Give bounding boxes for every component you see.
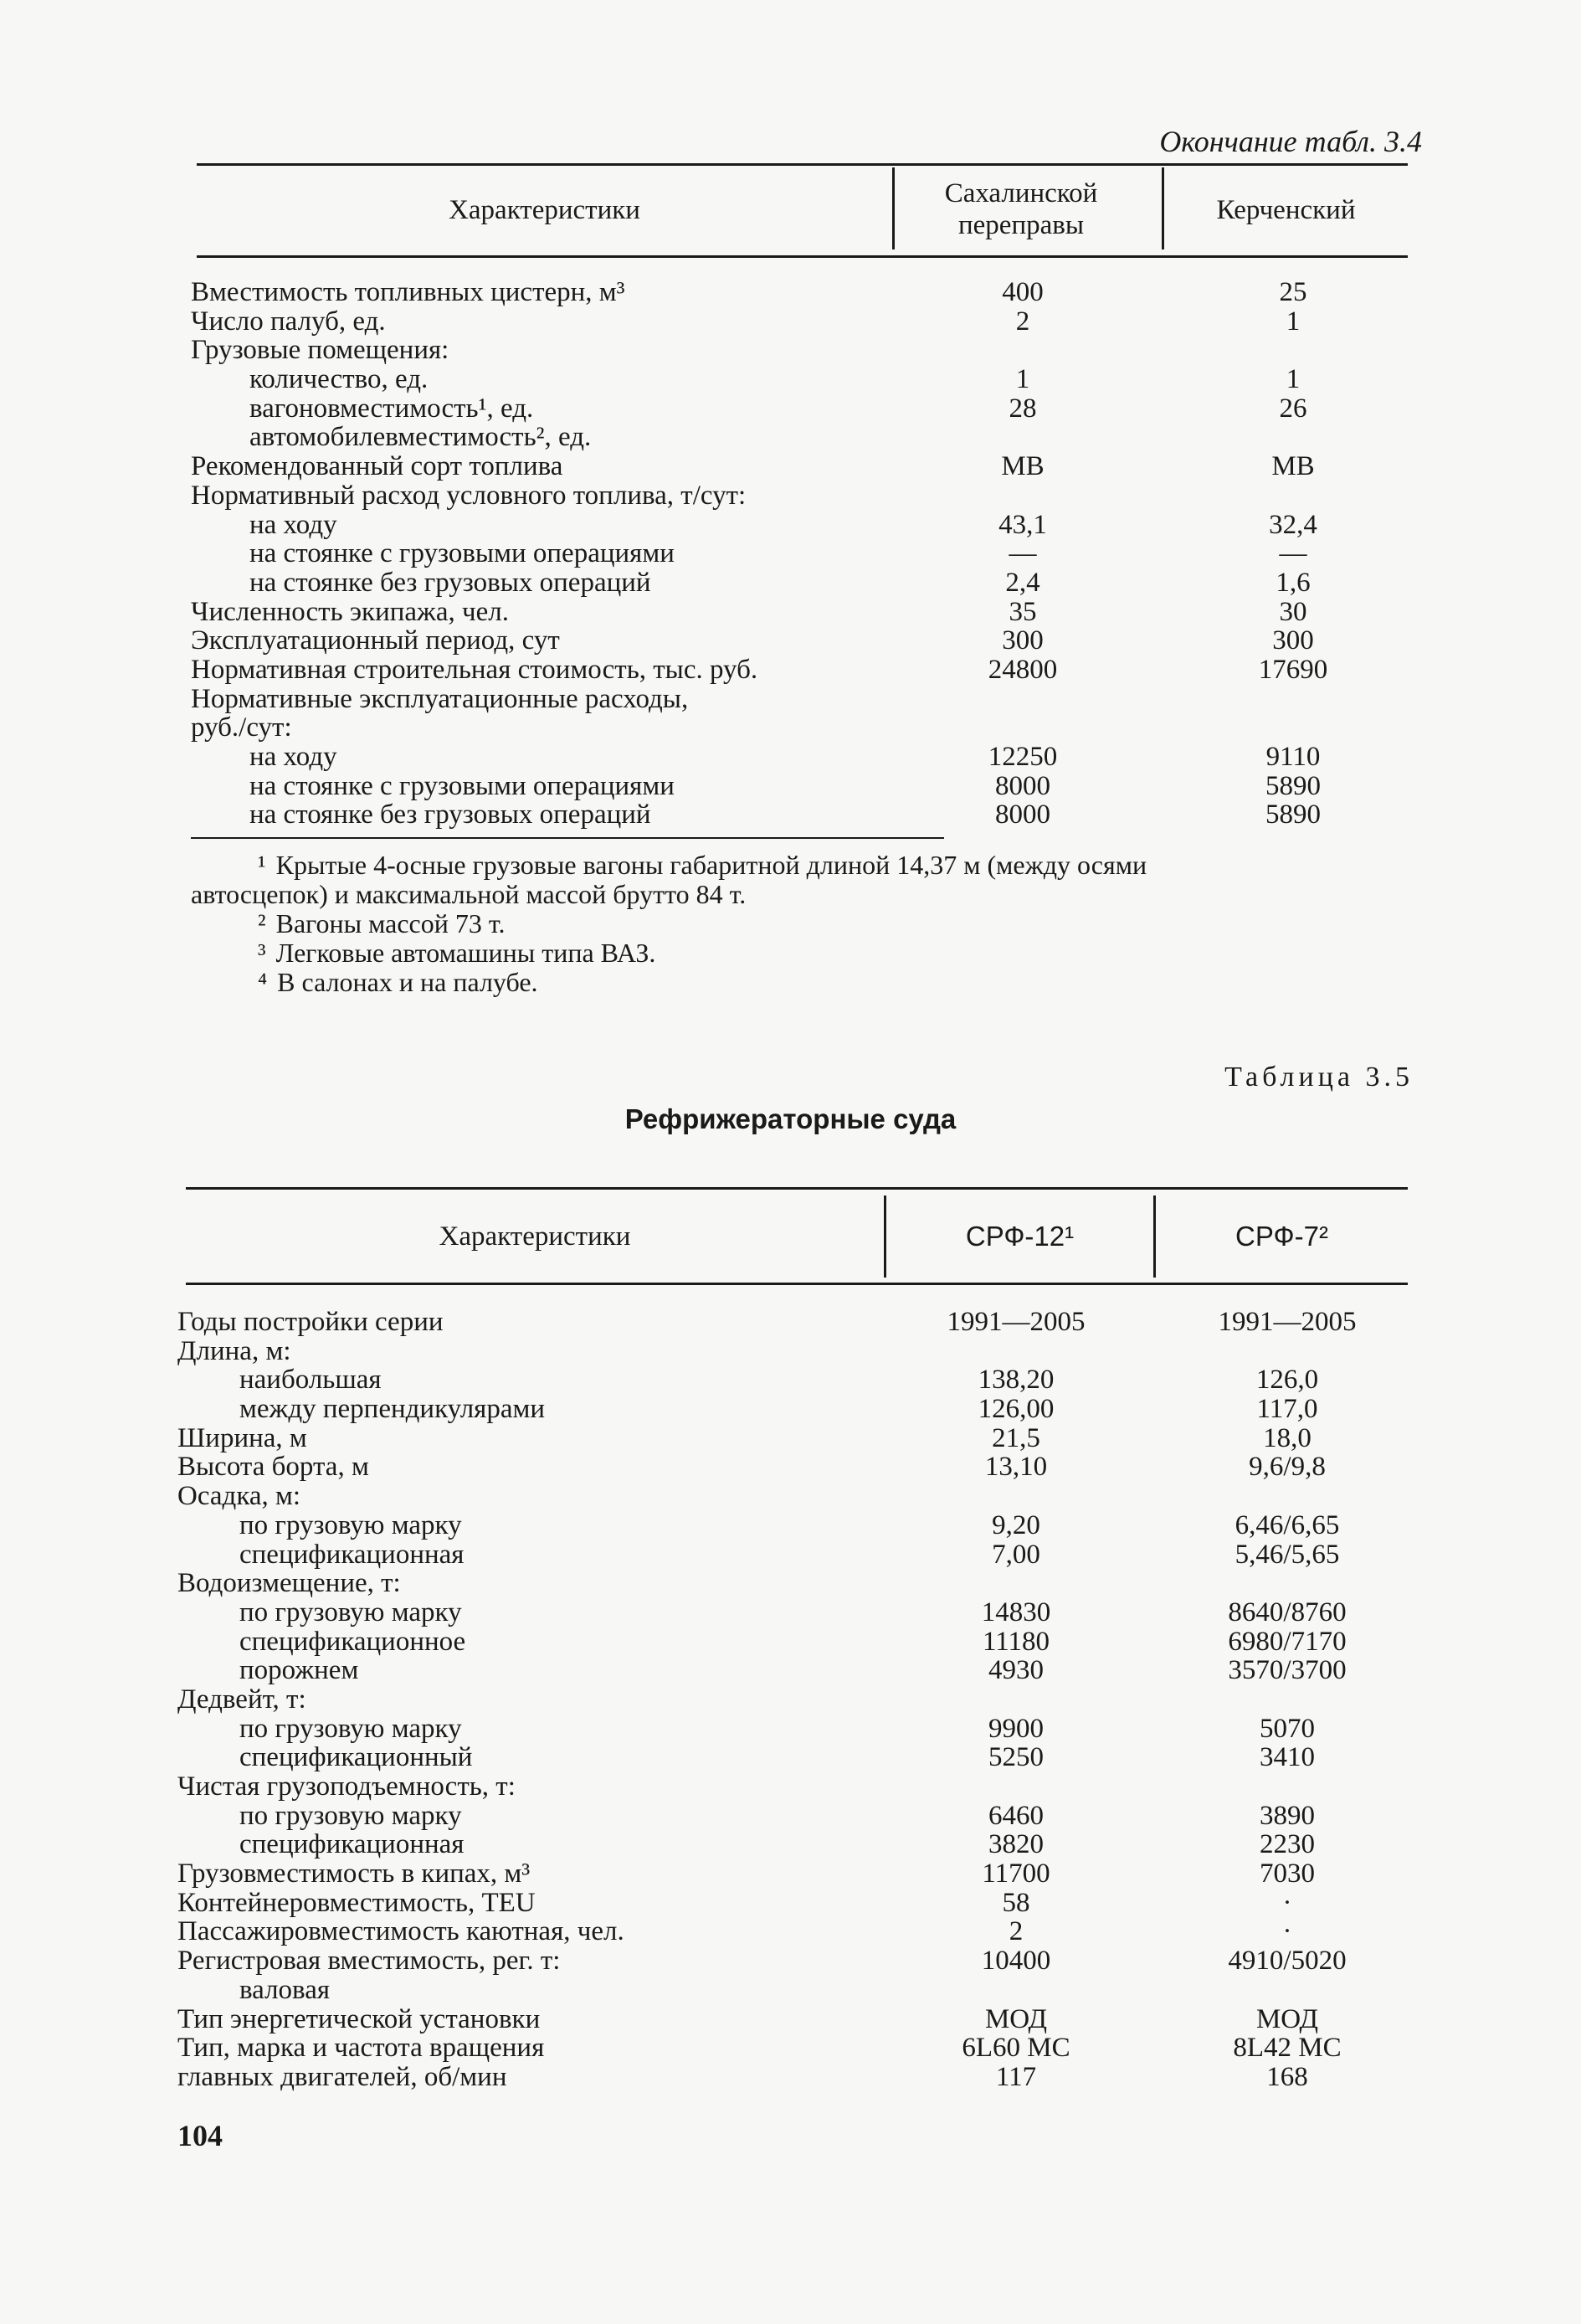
row-value-col1: 14830 — [981, 1596, 1051, 1627]
table35-top-rule — [186, 1187, 1408, 1190]
table-row — [177, 1308, 1408, 1337]
row-label: на ходу — [249, 742, 337, 772]
table35-header-col1: СРФ-12¹ — [965, 1221, 1075, 1252]
row-value-col1: 9,20 — [992, 1509, 1040, 1540]
table-row — [177, 1452, 1408, 1482]
table-row — [177, 1802, 1408, 1831]
table34-header-characteristics: Характеристики — [449, 195, 640, 225]
row-label: Грузовые помещения: — [191, 335, 449, 366]
row-value-col1: 21,5 — [992, 1422, 1040, 1453]
row-value-col1: 2 — [1015, 306, 1030, 337]
row-label: главных двигателей, об/мин — [177, 2061, 507, 2092]
table-row — [177, 1830, 1408, 1859]
row-value-col1: 9900 — [988, 1713, 1044, 1744]
table-row — [191, 800, 1413, 830]
row-value-col2: МВ — [1271, 451, 1315, 482]
row-value-col1: 400 — [1002, 277, 1044, 307]
row-value-col2: 30 — [1279, 596, 1307, 627]
row-label: Пассажировместимость каютная, чел. — [177, 1916, 624, 1947]
row-label: Грузовместимость в кипах, м³ — [177, 1859, 531, 1890]
table-row — [177, 1715, 1408, 1744]
row-value-col2: 18,0 — [1263, 1422, 1312, 1453]
row-label: вагоновместимость¹, ед. — [249, 393, 534, 424]
row-label: Осадка, м: — [177, 1481, 301, 1512]
row-label: Тип, марка и частота вращения — [177, 2033, 545, 2064]
row-label: Численность экипажа, чел. — [191, 596, 509, 627]
footnote — [191, 968, 1413, 997]
table-row — [191, 481, 1413, 511]
row-value-col2: 168 — [1266, 2061, 1308, 2092]
table-row — [177, 1627, 1408, 1657]
footnote — [191, 880, 1413, 909]
table-row — [177, 1859, 1408, 1889]
row-label: Высота борта, м — [177, 1452, 369, 1483]
row-value-col2: 3570/3700 — [1228, 1655, 1347, 1686]
table-row — [177, 1569, 1408, 1598]
table34-header-col2: Керченский — [1216, 195, 1356, 225]
row-value-col2: — — [1279, 538, 1307, 569]
row-label: между перпендикулярами — [239, 1394, 546, 1425]
table-row — [177, 1772, 1408, 1802]
table34-header-col1: Сахалинской переправы — [944, 178, 1098, 240]
footnote-text: В салонах и на палубе. — [277, 967, 538, 997]
row-value-col2: 5,46/5,65 — [1235, 1539, 1340, 1570]
table-row — [191, 656, 1413, 685]
footnote-mark: ⁴ — [258, 967, 268, 997]
row-value-col1: 117 — [995, 2061, 1037, 2092]
table-row — [191, 713, 1413, 743]
row-value-col1: 126,00 — [978, 1394, 1055, 1425]
table-row — [177, 1365, 1408, 1395]
footnote-text: Легковые автомашины типа ВАЗ. — [275, 938, 656, 968]
row-value-col2: 126,0 — [1255, 1365, 1319, 1396]
row-value-col1: 28 — [1009, 393, 1037, 424]
row-label: на стоянке без грузовых операций — [249, 800, 651, 830]
row-value-col1: 8000 — [995, 770, 1050, 801]
table35-header-rule — [186, 1283, 1408, 1285]
row-value-col1: 4930 — [988, 1655, 1044, 1686]
table35-header-characteristics: Характеристики — [439, 1221, 631, 1252]
row-label: Нормативные эксплуатационные расходы, — [191, 683, 689, 714]
row-label: на стоянке с грузовыми операциями — [249, 538, 675, 569]
row-label: спецификационное — [239, 1626, 466, 1657]
row-value-col2: 5070 — [1260, 1713, 1315, 1744]
row-value-col1: 2,4 — [1005, 567, 1040, 598]
table-row — [191, 539, 1413, 568]
row-value-col1: 5250 — [988, 1742, 1044, 1773]
row-value-col2: · — [1282, 1916, 1292, 1947]
row-value-col1: 8000 — [995, 800, 1050, 830]
table-row — [177, 2005, 1408, 2034]
row-value-col1: 6L60 МС — [962, 2033, 1070, 2064]
table35-title: Рефрижераторные суда — [624, 1103, 957, 1134]
row-label: по грузовую марку — [239, 1509, 462, 1540]
row-label: Водоизмещение, т: — [177, 1568, 401, 1599]
table-row — [191, 307, 1413, 337]
table-row — [177, 2063, 1408, 2092]
row-value-col2: 6980/7170 — [1228, 1626, 1347, 1657]
row-value-col1: 1991—2005 — [947, 1307, 1086, 1337]
footnote — [191, 909, 1413, 938]
table-row — [177, 1598, 1408, 1627]
row-value-col2: · — [1282, 1887, 1292, 1918]
row-label: Дедвейт, т: — [177, 1684, 306, 1715]
table-row — [177, 1540, 1408, 1570]
table-row — [191, 394, 1413, 424]
row-label: Длина, м: — [177, 1335, 291, 1366]
row-value-col2: МОД — [1255, 2003, 1319, 2034]
row-label: по грузовую марку — [239, 1800, 462, 1831]
table-row — [177, 1337, 1408, 1366]
row-value-col1: 24800 — [988, 654, 1058, 685]
row-value-col2: 9,6/9,8 — [1249, 1452, 1326, 1483]
row-label: Регистровая вместимость, рег. т: — [177, 1946, 561, 1977]
row-value-col2: 8L42 МС — [1233, 2033, 1342, 2064]
row-value-col2: 9110 — [1265, 742, 1321, 772]
row-value-col1: 2 — [1009, 1916, 1024, 1947]
footnote-text: Вагоны массой 73 т. — [275, 908, 506, 938]
row-value-col1: 11180 — [982, 1626, 1050, 1657]
row-label: Ширина, м — [177, 1422, 307, 1453]
row-label: наибольшая — [239, 1365, 382, 1396]
row-value-col1: 1 — [1015, 364, 1030, 395]
table-row — [191, 568, 1413, 598]
footnote-mark: ² — [258, 908, 266, 938]
row-label: Контейнеровместимость, TEU — [177, 1887, 536, 1918]
table35-header-col2: СРФ-7² — [1235, 1221, 1328, 1252]
row-value-col1: 300 — [1002, 625, 1044, 656]
table-row — [191, 511, 1413, 540]
row-label: спецификационная — [239, 1539, 465, 1570]
table-row — [177, 1656, 1408, 1685]
table-row — [191, 452, 1413, 481]
row-label: Годы постройки серии — [177, 1307, 444, 1337]
table-row — [177, 1685, 1408, 1715]
row-value-col1: 43,1 — [998, 509, 1047, 540]
table-row — [191, 336, 1413, 365]
row-label: Нормативная строительная стоимость, тыс. руб. — [191, 654, 758, 685]
row-value-col1: 12250 — [988, 742, 1058, 772]
table-row — [177, 1424, 1408, 1453]
row-label: Число палуб, ед. — [191, 306, 386, 337]
table34-header-divider-1 — [892, 167, 895, 249]
table35-label: Таблица 3.5 — [1224, 1062, 1414, 1093]
page-number: 104 — [177, 2119, 223, 2152]
row-value-col2: 5890 — [1265, 770, 1321, 801]
table-row — [177, 1946, 1408, 1976]
row-value-col1: 7,00 — [992, 1539, 1040, 1570]
row-value-col1: 6460 — [988, 1800, 1044, 1831]
table-row — [177, 1395, 1408, 1424]
row-label: порожнем — [239, 1655, 359, 1686]
row-label: Тип энергетической установки — [177, 2003, 541, 2034]
row-label: Нормативный расход условного топлива, т/сут: — [191, 480, 747, 511]
row-value-col1: — — [1009, 538, 1037, 569]
row-value-col2: 17690 — [1258, 654, 1328, 685]
table-row — [191, 365, 1413, 394]
table34-bottom-rule — [191, 837, 944, 839]
row-label: руб./сут: — [191, 712, 292, 743]
table-row — [191, 598, 1413, 627]
row-value-col2: 1 — [1286, 306, 1301, 337]
row-label: количество, ед. — [249, 364, 429, 395]
table34-top-rule — [197, 163, 1408, 166]
footnote — [191, 851, 1413, 880]
table35-body — [177, 1308, 1408, 2092]
row-value-col2: 4910/5020 — [1228, 1946, 1347, 1977]
row-value-col1: 13,10 — [984, 1452, 1048, 1483]
row-value-col2: 26 — [1279, 393, 1307, 424]
row-value-col2: 1991—2005 — [1218, 1307, 1357, 1337]
table-row — [177, 2034, 1408, 2063]
row-value-col1: 11700 — [982, 1859, 1050, 1890]
row-value-col2: 300 — [1272, 625, 1314, 656]
row-label: на стоянке с грузовыми операциями — [249, 770, 675, 801]
row-value-col2: 1 — [1286, 364, 1301, 395]
row-label: автомобилевместимость², ед. — [249, 422, 592, 453]
row-label: на ходу — [249, 509, 337, 540]
row-value-col1: 10400 — [981, 1946, 1051, 1977]
row-value-col1: 35 — [1009, 596, 1037, 627]
row-value-col2: 7030 — [1260, 1859, 1315, 1890]
footnote-mark: ³ — [258, 938, 266, 968]
row-value-col2: 5890 — [1265, 800, 1321, 830]
row-label: Эксплуатационный период, сут — [191, 625, 560, 656]
table34-footnotes — [191, 851, 1413, 997]
row-value-col2: 1,6 — [1276, 567, 1311, 598]
table-row — [177, 1917, 1408, 1946]
row-label: Чистая грузоподъемность, т: — [177, 1771, 516, 1802]
table-row — [191, 278, 1413, 307]
row-label: валовая — [239, 1974, 331, 2005]
row-label: спецификационная — [239, 1829, 465, 1860]
table-row — [191, 423, 1413, 452]
table-row — [177, 1976, 1408, 2005]
table-row — [177, 1889, 1408, 1918]
table-row — [191, 743, 1413, 772]
table-row — [177, 1482, 1408, 1511]
row-value-col1: МОД — [984, 2003, 1048, 2034]
table-row — [177, 1743, 1408, 1772]
row-value-col2: 8640/8760 — [1228, 1596, 1347, 1627]
row-label: по грузовую марку — [239, 1596, 462, 1627]
row-value-col2: 32,4 — [1269, 509, 1317, 540]
row-label: на стоянке без грузовых операций — [249, 567, 651, 598]
row-value-col2: 3890 — [1260, 1800, 1315, 1831]
footnote — [191, 938, 1413, 968]
row-label: Рекомендованный сорт топлива — [191, 451, 563, 482]
row-value-col1: 138,20 — [978, 1365, 1055, 1396]
table34-body — [191, 278, 1413, 830]
row-label: по грузовую марку — [239, 1713, 462, 1744]
footnote-text: Крытые 4-осные грузовые вагоны габаритной длиной 14,37 м (между осями — [275, 850, 1147, 880]
table34-header-rule — [197, 255, 1408, 258]
table-row — [191, 772, 1413, 801]
row-value-col1: 3820 — [988, 1829, 1044, 1860]
row-value-col2: 117,0 — [1256, 1394, 1318, 1425]
row-value-col2: 25 — [1279, 277, 1307, 307]
table-row — [177, 1511, 1408, 1540]
row-value-col1: 58 — [1002, 1887, 1030, 1918]
continuation-caption: Окончание табл. 3.4 — [1159, 125, 1422, 158]
footnote-text: автосцепок) и максимальной массой брутто 84 т. — [191, 879, 747, 909]
row-value-col2: 6,46/6,65 — [1235, 1509, 1340, 1540]
table-row — [191, 685, 1413, 714]
table-row — [191, 626, 1413, 656]
row-label: Вместимость топливных цистерн, м³ — [191, 277, 625, 307]
row-value-col1: МВ — [1001, 451, 1045, 482]
row-value-col2: 3410 — [1260, 1742, 1315, 1773]
footnote-mark: ¹ — [258, 850, 266, 880]
row-value-col2: 2230 — [1260, 1829, 1315, 1860]
row-label: спецификационный — [239, 1742, 473, 1773]
